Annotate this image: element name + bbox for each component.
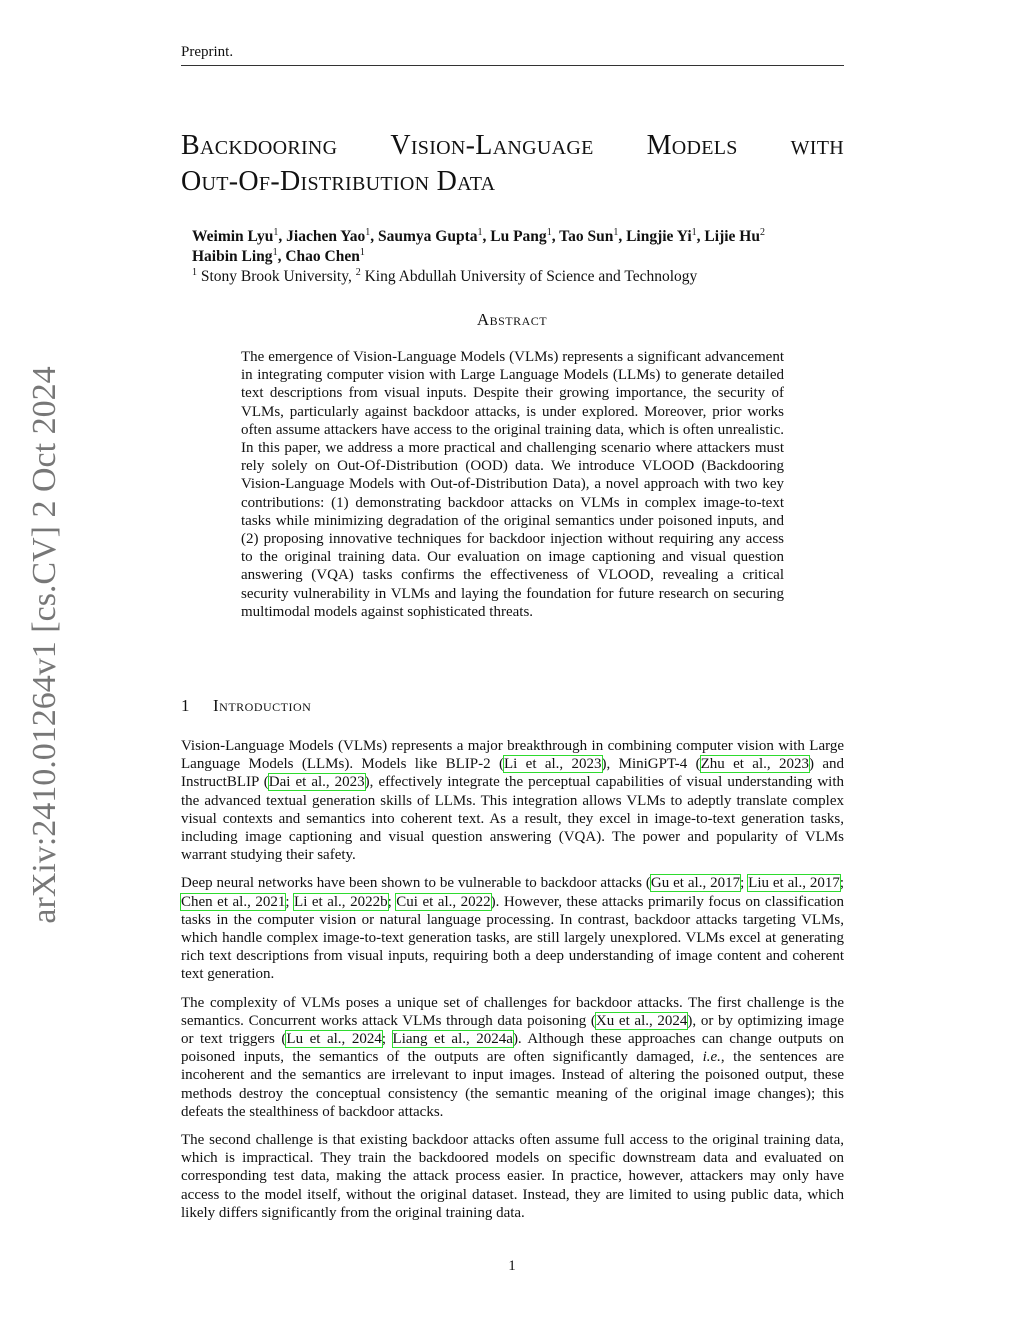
text-run: ), MiniGPT-4 ( (601, 756, 701, 773)
author-name: Lijie Hu (704, 228, 760, 245)
text-run: , the sentences are incoherent and the semantics are irrelevant to input images. Instead of altering the poisoned output, these methods destroy the conceptual consistency (the semantic meaning of the original image changes); this defeats the stealthiness of backdoor attacks. (181, 1049, 844, 1120)
citation-link[interactable]: Cui et al., 2022 (396, 893, 491, 910)
affiliations (192, 267, 852, 287)
citation-link[interactable]: Gu et al., 2017 (650, 875, 741, 892)
affiliation-name: Stony Brook University, (200, 268, 352, 285)
author-affiliation-mark: 1 (272, 247, 278, 258)
citation-link[interactable]: Liang et al., 2024a (392, 1031, 513, 1048)
text-run: ; (839, 875, 845, 892)
author-name: Jiachen Yao (286, 228, 366, 245)
title-line-1 (181, 128, 844, 164)
citation-link[interactable]: Liu et al., 2017 (748, 875, 840, 892)
author-name: Lu Pang (490, 228, 547, 245)
text-run: ; (387, 893, 397, 910)
page-number: 1 (508, 1258, 516, 1274)
author-affiliation-mark: 2 (759, 227, 765, 238)
author-affiliation-mark: 1 (691, 227, 697, 238)
text-run: ; (381, 1031, 393, 1048)
header-label: Preprint. (181, 44, 234, 60)
paragraph: The second challenge is that existing backdoor attacks often assume full access to the original training data, which is impractical. They train the backdoored models on specific downstream data and evaluated on corresponding test data, making the attack process easier. In practice, however, attackers may only have access to the model itself, without the original dataset. Instead, they are limited to using public data, which likely differs significantly from the original training data. (181, 1132, 844, 1221)
author-name: Chao Chen (285, 248, 360, 265)
text-run: ) and InstructBLIP ( (181, 756, 844, 791)
author-block (192, 227, 852, 287)
affiliation-mark: 2 (355, 267, 361, 278)
author-affiliation-mark: 1 (613, 227, 619, 238)
title-word: with (790, 130, 844, 161)
title-word: Vision-Language (390, 130, 594, 161)
section-number: 1 (181, 696, 190, 715)
author-name: Tao Sun (559, 228, 614, 245)
text-run: The complexity of VLMs poses a unique set of challenges for backdoor attacks. The first challenge is the semantics. Concurrent works attack VLMs through data poisoning ( (181, 994, 844, 1029)
arxiv-side-stamp: arXiv:2410.01264v1 [cs.CV] 2 Oct 2024 (26, 366, 63, 924)
author-name: Saumya Gupta (378, 228, 478, 245)
header-rule (181, 65, 844, 66)
section-heading-introduction (181, 696, 311, 716)
author-name: Weimin Lyu (192, 228, 274, 245)
author-name: Lingjie Yi (626, 228, 692, 245)
abstract-heading: Abstract (476, 310, 548, 329)
citation-link[interactable]: Zhu et al., 2023 (700, 756, 809, 773)
citation-link[interactable]: Dai et al., 2023 (268, 774, 365, 791)
text-run: ; (285, 893, 295, 910)
citation-link[interactable]: Xu et al., 2024 (595, 1012, 688, 1029)
author-names: Weimin Lyu$^1$, Jiachen Yao$^1$, Saumya Gupta$^1$, Lu Pang$^1$, Tao Sun$^1$, Lingjie Yi$^1$, Lijie Hu$^2$ Haibin Ling$^1$, Chao Chen$^1$ (192, 227, 765, 265)
author-affiliation-mark: 1 (365, 227, 371, 238)
abstract-text: The emergence of Vision-Language Models (VLMs) represents a significant advancement in integrating computer vision with Large Language Models (LLMs) to generate detailed text descriptions from visual inputs. Despite their growing importance, the security of VLMs, particularly against backdoor attacks, is under explored. Moreover, prior works often assume attackers have access to the original training data, which is often unrealistic. In this paper, we address a more practical and challenging scenario where attackers must rely solely on Out-Of-Distribution (OOD) data. We introduce VLOOD (Backdooring Vision-Language Models with Out-of-Distribution Data), a novel approach with two key contributions: (1) demonstrating backdoor attacks on VLMs in complex image-to-text tasks while minimizing degradation of the original semantics under poisoned inputs, and (2) proposing innovative techniques for backdoor injection without requiring any access to the original training data. Our evaluation on image captioning and visual question answering (VQA) tasks confirms the effectiveness of VLOOD, revealing a critical security vulnerability in VLMs and laying the foundation for future research on securing multimodal models against sophisticated threats. (241, 349, 784, 620)
paragraph (181, 874, 844, 983)
text-run: Vision-Language Models (VLMs) represents a major breakthrough in combining computer vision with Large Language Models (LLMs). Models like BLIP-2 ( (181, 738, 844, 773)
citation-link[interactable]: Li et al., 2022b (294, 893, 388, 910)
citation-link[interactable]: Chen et al., 2021 (181, 893, 286, 910)
text-run: ), effectively integrate the perceptual capabilities of visual understanding with the advanced textual generation skills of LLMs. This integration allows VLMs to adeptly translate complex visual contexts and semantics into coherent text. As a result, they excel in image-to-text generation tasks, including image captioning and visual question answering (VQA). The power and popularity of VLMs warrant studying their safety. (181, 774, 845, 864)
introduction-body (181, 737, 844, 1232)
text-run: ; (740, 875, 749, 892)
author-name: Haibin Ling (192, 248, 273, 265)
author-affiliation-mark: 1 (477, 227, 483, 238)
title-word: Models (646, 130, 738, 161)
text-run: ). Although these approaches can change outputs on poisoned inputs, the semantics of the outputs are often significantly damaged, (181, 1031, 844, 1066)
section-title: Introduction (213, 696, 312, 715)
paragraph (181, 737, 844, 864)
author-affiliation-mark: 1 (359, 247, 365, 258)
citation-link[interactable]: Li et al., 2023 (503, 756, 602, 773)
author-affiliation-mark: 1 (546, 227, 552, 238)
title-line-2: Out-Of-Distribution Data (181, 166, 496, 197)
text-run: ). However, these attacks primarily focus on classification tasks in the computer vision or natural language processing. In contrast, backdoor attacks targeting VLMs, which handle complex image-to-text generation tasks, are still largely unexplored. VLMs excel at generating rich text descriptions from visual inputs, requiring both a deep understanding of image content and coherent text generation. (181, 893, 844, 983)
affiliation-mark: 1 (192, 267, 197, 278)
emphasis: i.e. (702, 1049, 721, 1066)
author-affiliation-mark: 1 (273, 227, 279, 238)
text-run: ), or by optimizing image or text triggers ( (181, 1012, 844, 1048)
affiliation-name: King Abdullah University of Science and Technology (364, 268, 698, 285)
text-run: Deep neural networks have been shown to be vulnerable to backdoor attacks ( (181, 875, 651, 892)
citation-link[interactable]: Lu et al., 2024 (286, 1031, 382, 1048)
paper-title (181, 128, 844, 200)
paragraph (181, 994, 844, 1121)
title-word: Backdooring (181, 130, 338, 161)
